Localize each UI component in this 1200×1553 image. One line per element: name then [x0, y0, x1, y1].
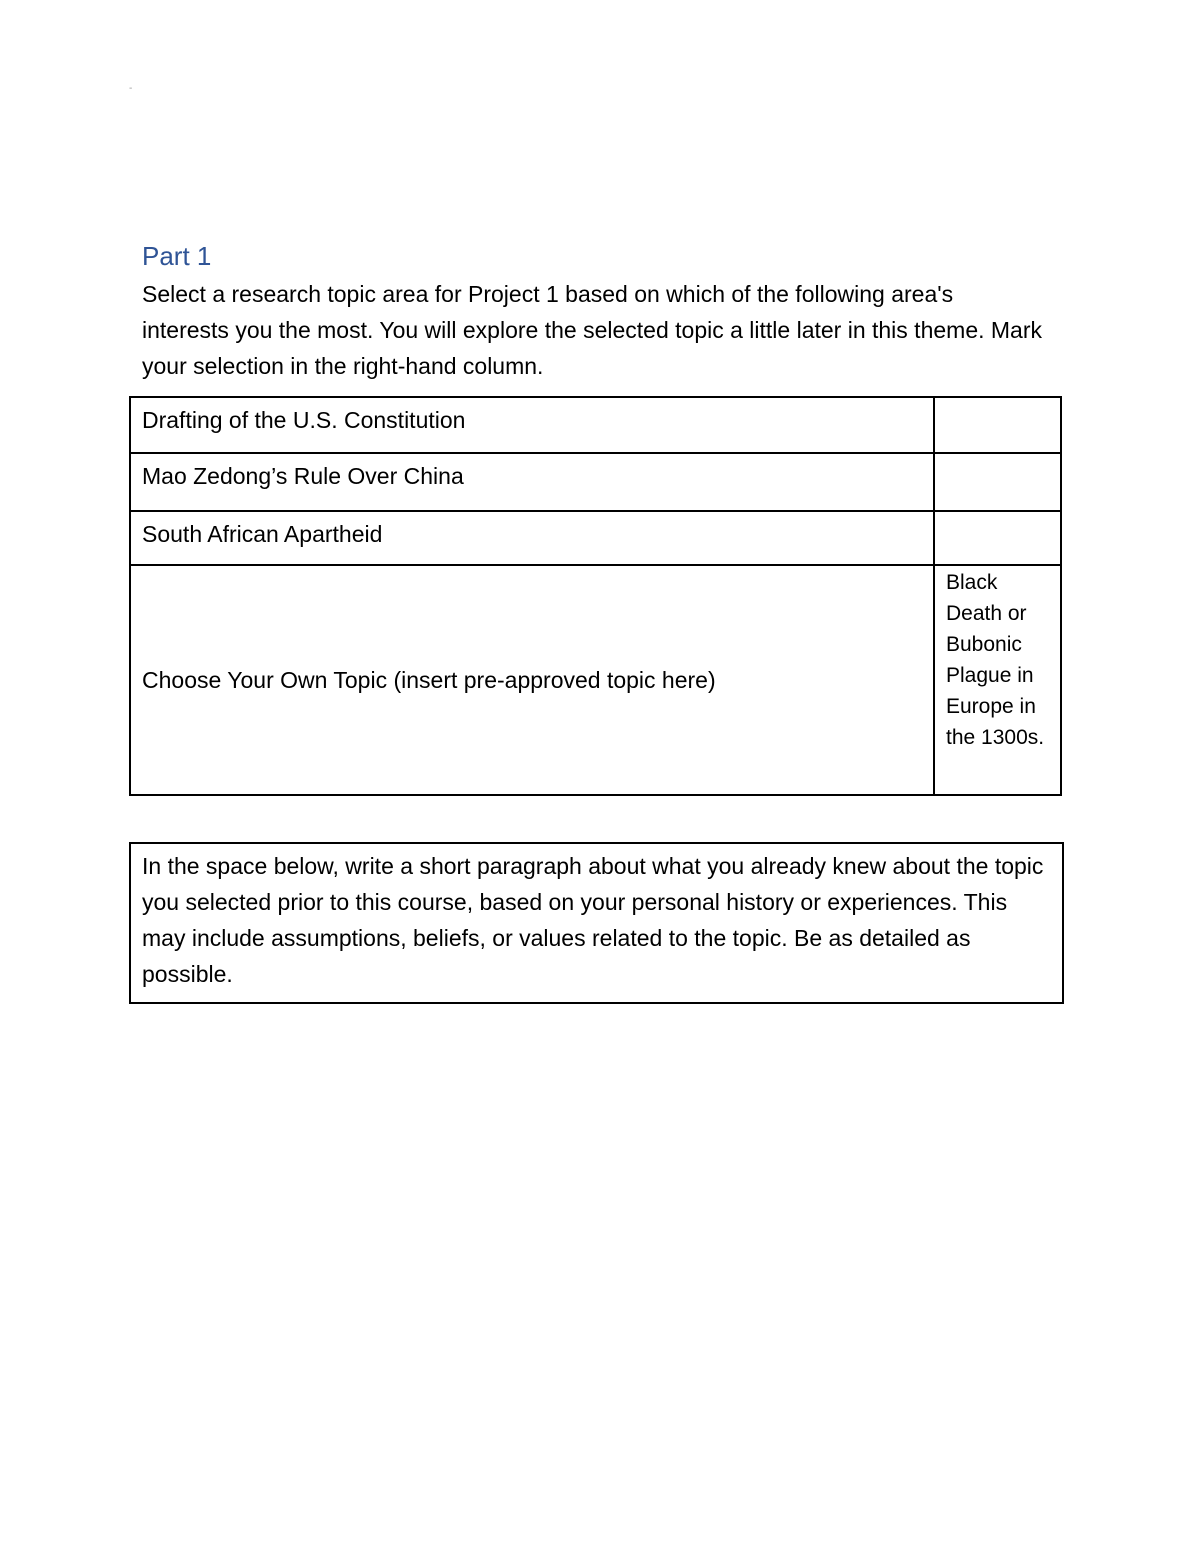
table-row — [130, 511, 1061, 565]
selection-cell[interactable] — [934, 453, 1061, 511]
stray-mark: - — [129, 83, 133, 94]
writing-prompt-box[interactable]: In the space below, write a short paragraph about what you already knew about the topic you selected prior to this course, based on your personal history or experiences. This may include assumptions, beliefs, or values related to the topic. Be as detailed as possible. — [129, 842, 1064, 1004]
topic-label: Mao Zedong’s Rule Over China — [130, 453, 934, 511]
topic-selection-table — [129, 396, 1062, 796]
table-row — [130, 397, 1061, 453]
table-row — [130, 565, 1061, 795]
table-row — [130, 453, 1061, 511]
topic-label: South African Apartheid — [130, 511, 934, 565]
selection-cell[interactable] — [934, 511, 1061, 565]
selection-cell[interactable] — [934, 397, 1061, 453]
selection-cell[interactable]: Black Death or Bubonic Plague in Europe in the 1300s. — [934, 565, 1061, 795]
topic-label: Drafting of the U.S. Constitution — [130, 397, 934, 453]
section-heading: Part 1 — [142, 241, 212, 271]
topic-label: Choose Your Own Topic (insert pre-approved topic here) — [130, 565, 934, 795]
instructions-paragraph: Select a research topic area for Project 1 based on which of the following area's interests you the most. You will explore the selected topic a little later in this theme. Mark your selection in the right-hand column. — [142, 281, 1042, 379]
